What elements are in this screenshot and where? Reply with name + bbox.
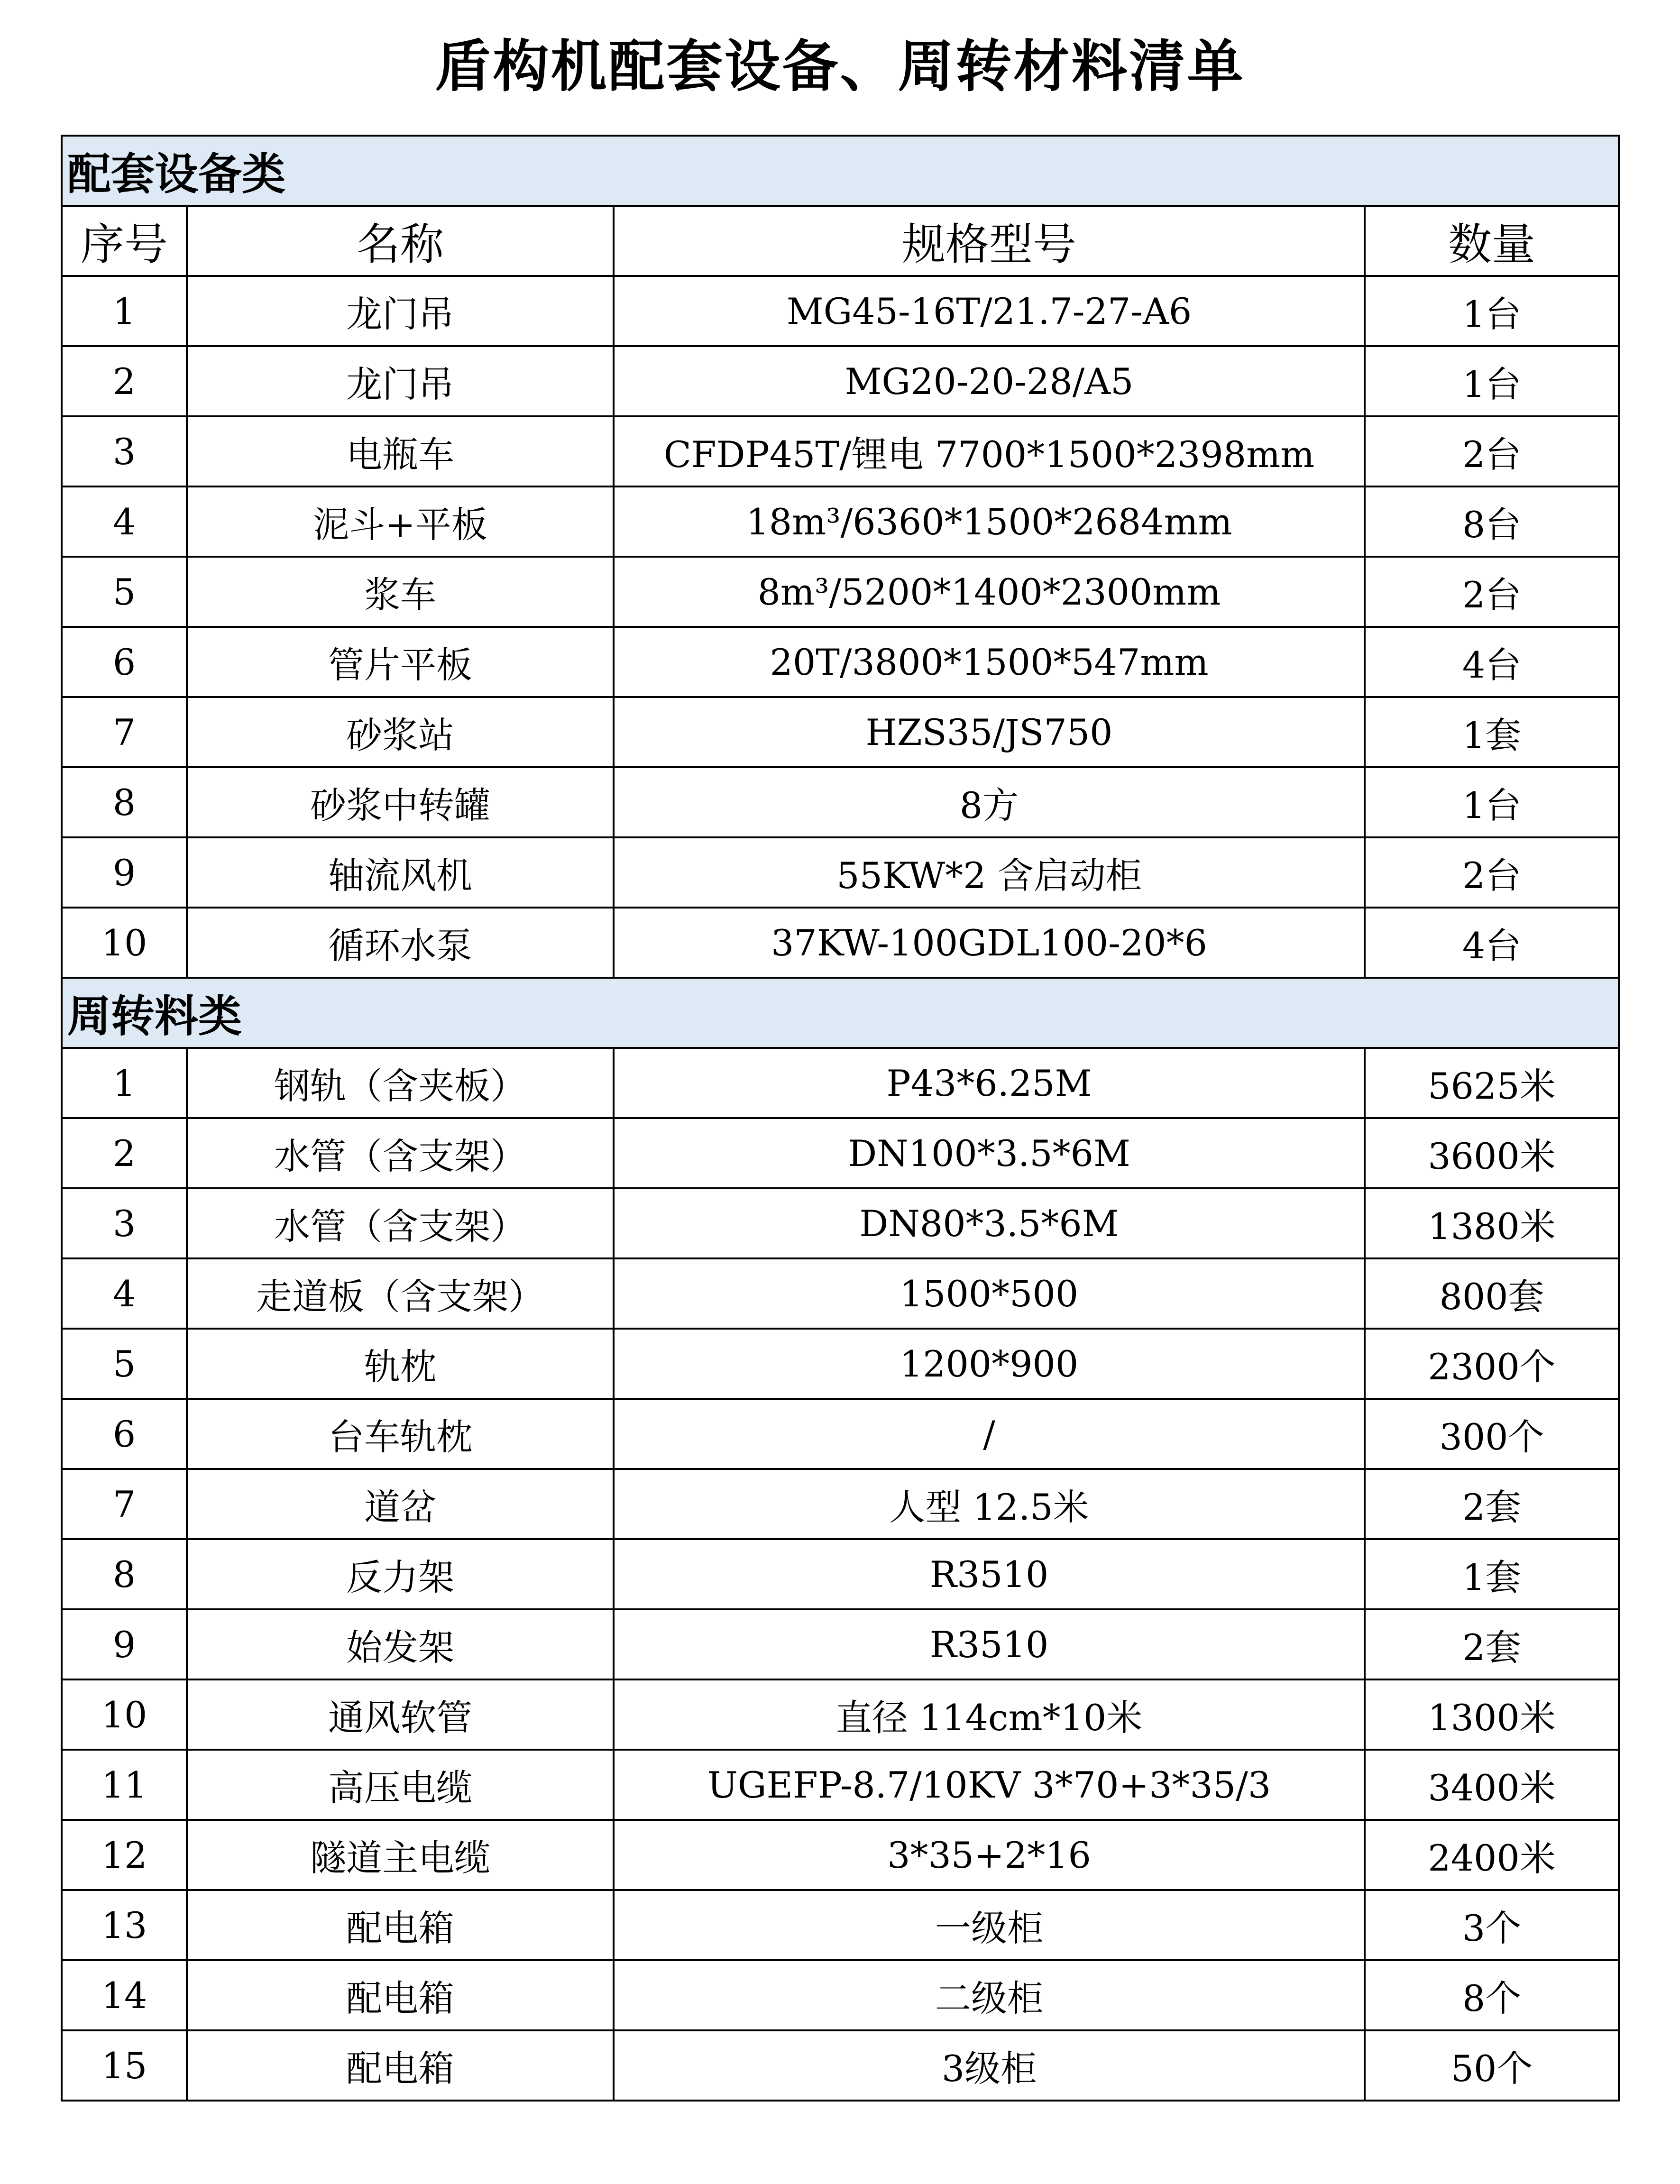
page-title: 盾构机配套设备、周转材料清单 <box>435 34 1245 99</box>
item-spec: / <box>614 1399 1365 1469</box>
column-header-no: 序号 <box>62 206 187 276</box>
row-number: 7 <box>62 697 187 767</box>
row-number: 10 <box>62 1679 187 1750</box>
row-number: 12 <box>62 1820 187 1890</box>
table-row <box>62 697 1619 767</box>
table-row <box>62 1258 1619 1329</box>
item-spec: 20T/3800*1500*547mm <box>614 627 1365 697</box>
row-number: 2 <box>62 346 187 416</box>
item-spec: 1200*900 <box>614 1329 1365 1399</box>
item-name: 配电箱 <box>187 1890 614 1960</box>
row-number: 4 <box>62 1258 187 1329</box>
item-name: 配电箱 <box>187 1960 614 2030</box>
column-header-name: 名称 <box>187 206 614 276</box>
item-name: 轨枕 <box>187 1329 614 1399</box>
item-quantity: 4台 <box>1365 908 1619 978</box>
item-spec: 1500*500 <box>614 1258 1365 1329</box>
row-number: 5 <box>62 557 187 627</box>
item-name: 配电箱 <box>187 2030 614 2101</box>
table-row <box>62 1188 1619 1258</box>
row-number: 8 <box>62 1539 187 1609</box>
row-number: 3 <box>62 416 187 486</box>
item-quantity: 800套 <box>1365 1258 1619 1329</box>
table-row <box>62 2030 1619 2101</box>
item-name: 道岔 <box>187 1469 614 1539</box>
item-quantity: 2套 <box>1365 1469 1619 1539</box>
inventory-table <box>61 135 1620 2101</box>
table-row <box>62 908 1619 978</box>
table-row <box>62 1820 1619 1890</box>
table-row <box>62 1539 1619 1609</box>
item-spec: 人型 12.5米 <box>614 1469 1365 1539</box>
item-quantity: 8台 <box>1365 486 1619 557</box>
item-spec: MG20-20-28/A5 <box>614 346 1365 416</box>
row-number: 7 <box>62 1469 187 1539</box>
item-name: 通风软管 <box>187 1679 614 1750</box>
table-row <box>62 1960 1619 2030</box>
item-quantity: 5625米 <box>1365 1048 1619 1118</box>
item-name: 水管（含支架） <box>187 1188 614 1258</box>
item-name: 砂浆站 <box>187 697 614 767</box>
item-spec: DN100*3.5*6M <box>614 1118 1365 1188</box>
item-name: 高压电缆 <box>187 1750 614 1820</box>
row-number: 6 <box>62 627 187 697</box>
item-spec: UGEFP-8.7/10KV 3*70+3*35/3 <box>614 1750 1365 1820</box>
item-name: 水管（含支架） <box>187 1118 614 1188</box>
item-spec: MG45-16T/21.7-27-A6 <box>614 276 1365 346</box>
item-name: 反力架 <box>187 1539 614 1609</box>
table-row <box>62 557 1619 627</box>
item-quantity: 2400米 <box>1365 1820 1619 1890</box>
table-row <box>62 837 1619 908</box>
item-quantity: 1台 <box>1365 767 1619 837</box>
table-row <box>62 1048 1619 1118</box>
row-number: 4 <box>62 486 187 557</box>
row-number: 1 <box>62 1048 187 1118</box>
item-spec: 3*35+2*16 <box>614 1820 1365 1890</box>
item-name: 泥斗+平板 <box>187 486 614 557</box>
item-name: 钢轨（含夹板） <box>187 1048 614 1118</box>
item-spec: HZS35/JS750 <box>614 697 1365 767</box>
item-spec: DN80*3.5*6M <box>614 1188 1365 1258</box>
column-header-qty: 数量 <box>1365 206 1619 276</box>
item-spec: 二级柜 <box>614 1960 1365 2030</box>
item-name: 始发架 <box>187 1609 614 1679</box>
item-name: 循环水泵 <box>187 908 614 978</box>
row-number: 15 <box>62 2030 187 2101</box>
inventory-table-body <box>62 136 1619 2101</box>
item-name: 走道板（含支架） <box>187 1258 614 1329</box>
section-header-row <box>62 978 1619 1048</box>
column-header-row <box>62 206 1619 276</box>
row-number: 13 <box>62 1890 187 1960</box>
item-quantity: 2台 <box>1365 837 1619 908</box>
section-title: 配套设备类 <box>62 136 1619 206</box>
item-spec: R3510 <box>614 1539 1365 1609</box>
table-row <box>62 416 1619 486</box>
item-quantity: 8个 <box>1365 1960 1619 2030</box>
item-name: 台车轨枕 <box>187 1399 614 1469</box>
row-number: 2 <box>62 1118 187 1188</box>
table-row <box>62 1399 1619 1469</box>
item-name: 电瓶车 <box>187 416 614 486</box>
table-row <box>62 276 1619 346</box>
row-number: 6 <box>62 1399 187 1469</box>
item-name: 砂浆中转罐 <box>187 767 614 837</box>
item-name: 龙门吊 <box>187 346 614 416</box>
row-number: 3 <box>62 1188 187 1258</box>
table-row <box>62 1609 1619 1679</box>
table-row <box>62 767 1619 837</box>
item-quantity: 3400米 <box>1365 1750 1619 1820</box>
row-number: 8 <box>62 767 187 837</box>
table-row <box>62 1750 1619 1820</box>
table-row <box>62 1329 1619 1399</box>
item-quantity: 300个 <box>1365 1399 1619 1469</box>
table-row <box>62 627 1619 697</box>
item-spec: CFDP45T/锂电 7700*1500*2398mm <box>614 416 1365 486</box>
item-spec: 8m³/5200*1400*2300mm <box>614 557 1365 627</box>
item-spec: 3级柜 <box>614 2030 1365 2101</box>
item-spec: P43*6.25M <box>614 1048 1365 1118</box>
item-quantity: 4台 <box>1365 627 1619 697</box>
table-row <box>62 1890 1619 1960</box>
item-name: 浆车 <box>187 557 614 627</box>
section-header-row <box>62 136 1619 206</box>
item-spec: 一级柜 <box>614 1890 1365 1960</box>
row-number: 9 <box>62 837 187 908</box>
item-spec: 直径 114cm*10米 <box>614 1679 1365 1750</box>
row-number: 14 <box>62 1960 187 2030</box>
item-quantity: 1套 <box>1365 697 1619 767</box>
item-quantity: 50个 <box>1365 2030 1619 2101</box>
row-number: 5 <box>62 1329 187 1399</box>
item-spec: 55KW*2 含启动柜 <box>614 837 1365 908</box>
item-quantity: 1台 <box>1365 346 1619 416</box>
item-quantity: 3600米 <box>1365 1118 1619 1188</box>
row-number: 10 <box>62 908 187 978</box>
item-spec: 8方 <box>614 767 1365 837</box>
item-name: 管片平板 <box>187 627 614 697</box>
item-spec: 37KW-100GDL100-20*6 <box>614 908 1365 978</box>
item-spec: R3510 <box>614 1609 1365 1679</box>
item-quantity: 2台 <box>1365 557 1619 627</box>
row-number: 9 <box>62 1609 187 1679</box>
table-row <box>62 1469 1619 1539</box>
item-quantity: 1台 <box>1365 276 1619 346</box>
row-number: 1 <box>62 276 187 346</box>
row-number: 11 <box>62 1750 187 1820</box>
item-name: 轴流风机 <box>187 837 614 908</box>
item-quantity: 2台 <box>1365 416 1619 486</box>
item-spec: 18m³/6360*1500*2684mm <box>614 486 1365 557</box>
section-title: 周转料类 <box>62 978 1619 1048</box>
item-name: 隧道主电缆 <box>187 1820 614 1890</box>
table-row <box>62 486 1619 557</box>
item-quantity: 1380米 <box>1365 1188 1619 1258</box>
column-header-spec: 规格型号 <box>614 206 1365 276</box>
table-row <box>62 346 1619 416</box>
table-row <box>62 1679 1619 1750</box>
item-quantity: 1300米 <box>1365 1679 1619 1750</box>
item-quantity: 2300个 <box>1365 1329 1619 1399</box>
item-quantity: 2套 <box>1365 1609 1619 1679</box>
item-quantity: 3个 <box>1365 1890 1619 1960</box>
item-quantity: 1套 <box>1365 1539 1619 1609</box>
item-name: 龙门吊 <box>187 276 614 346</box>
table-row <box>62 1118 1619 1188</box>
